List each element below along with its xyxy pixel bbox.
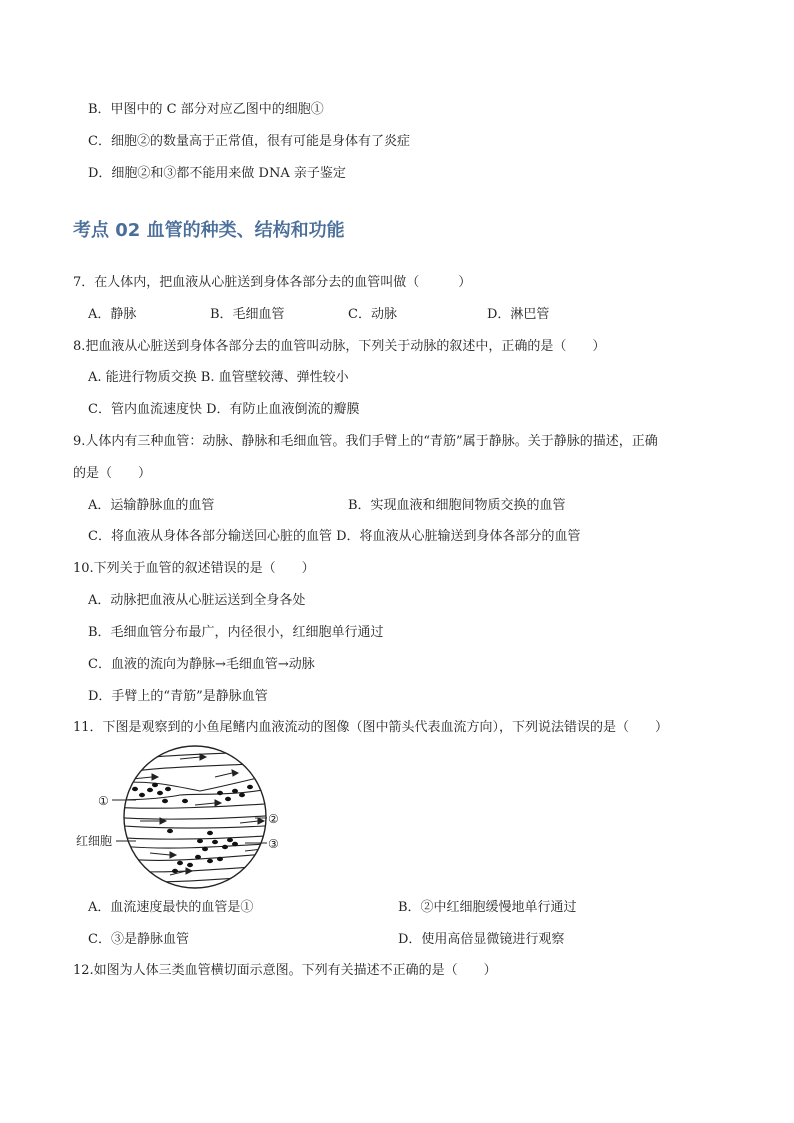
q9-option-a: A．运输静脉血的血管 [88,498,215,513]
q12-stem: 12.如图为人体三类血管横切面示意图。下列有关描述不正确的是（ ） [73,963,497,978]
q9-option-b: B．实现血液和细胞间物质交换的血管 [348,498,566,513]
q9-stem-line1: 9.人体内有三种血管：动脉、静脉和毛细血管。我们手臂上的“青筋”属于静脉。关于静脉的描述，正确 [73,434,658,449]
q9-stem-line2: 的是（ ） [73,466,152,481]
top-option-b: B．甲图中的 C 部分对应乙图中的细胞① [88,102,324,117]
q8-stem: 8.把血液从心脏送到身体各部分去的血管叫动脉，下列关于动脉的叙述中，正确的是（ ） [73,339,606,354]
figure-label-1: ① [98,794,109,808]
q10-stem: 10.下列关于血管的叙述错误的是（ ） [73,561,315,576]
q7-option-c: C．动脉 [348,307,397,322]
q11-option-b: B．②中红细胞缓慢地单行通过 [398,900,577,915]
q11-option-c: C．③是静脉血管 [88,932,189,947]
q11-stem: 11．下图是观察到的小鱼尾鳍内血液流动的图像（图中箭头代表血流方向），下列说法错误的是（ ） [73,720,669,735]
q8-options-cd: C．管内血流速度快 D．有防止血液倒流的瓣膜 [88,402,360,417]
q8-options-ab: A. 能进行物质交换 B. 血管壁较薄、弹性较小 [88,370,349,385]
top-option-d: D．细胞②和③都不能用来做 DNA 亲子鉴定 [88,166,346,181]
q10-option-c: C．血液的流向为静脉→毛细血管→动脉 [88,657,315,672]
q10-option-d: D．手臂上的“青筋”是静脉血管 [88,689,268,704]
q7-option-a: A．静脉 [88,307,137,322]
q7-option-d: D．淋巴管 [487,307,550,322]
q11-option-d: D．使用高倍显微镜进行观察 [398,932,565,947]
q9-options-cd: C．将血液从身体各部分输送回心脏的血管 D．将血液从心脏输送到身体各部分的血管 [88,529,581,544]
q7-option-b: B．毛细血管 [210,307,285,322]
figure-label-3: ③ [268,837,279,851]
q10-option-a: A．动脉把血液从心脏运送到全身各处 [88,593,306,608]
q11-option-a: A．血流速度最快的血管是① [88,900,254,915]
q11-figure [70,745,300,890]
figure-label-red-blood-cell: 红细胞 [76,834,113,848]
q7-stem: 7．在人体内，把血液从心脏送到身体各部分去的血管叫做（ ） [73,275,472,290]
top-option-c: C．细胞②的数量高于正常值，很有可能是身体有了炎症 [88,134,410,149]
q10-option-b: B．毛细血管分布最广，内径很小，红细胞单行通过 [88,625,384,640]
section-title: 考点 02 血管的种类、结构和功能 [73,220,345,241]
figure-label-2: ② [268,812,279,826]
